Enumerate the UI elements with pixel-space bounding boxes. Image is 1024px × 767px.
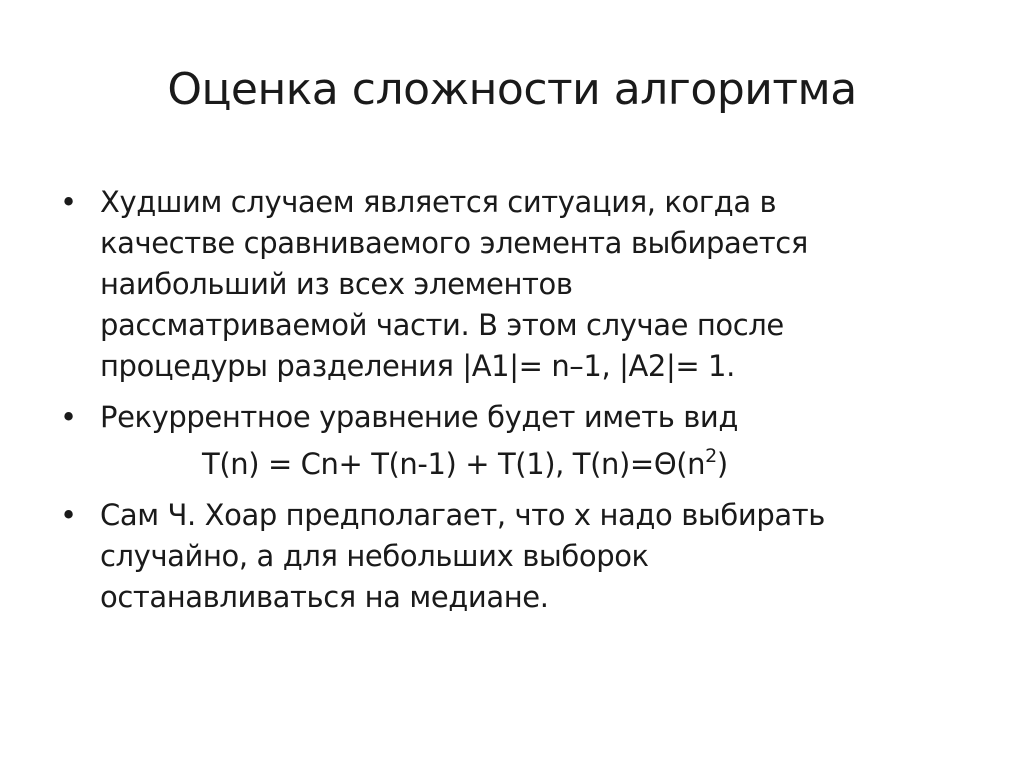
bullet-dot-icon: • [60, 185, 77, 219]
formula-tail: ) [716, 447, 728, 481]
bullet-line: Худшим случаем является ситуация, когда в [100, 185, 777, 219]
bullet-line: случайно, а для небольших выборок [100, 539, 649, 573]
bullet-dot-icon: • [60, 400, 77, 434]
bullet-line: Рекуррентное уравнение будет иметь вид [100, 400, 738, 434]
formula-text: T(n) = Cn+ T(n-1) + T(1), T(n)=Θ(n [202, 447, 706, 481]
formula [100, 444, 980, 485]
bullet-dot-icon: • [60, 498, 77, 532]
bullet-item [60, 495, 980, 618]
bullet-line: наибольший из всех элементов [100, 267, 573, 301]
bullet-item [60, 397, 980, 485]
slide-title: Оценка сложности алгоритма [167, 64, 857, 115]
bullet-line: останавливаться на медиане. [100, 580, 549, 614]
bullet-line: рассматриваемой части. В этом случае после [100, 308, 784, 342]
bullet-item [60, 182, 980, 387]
bullet-line: процедуры разделения |A1|= n–1, |A2|= 1. [100, 349, 735, 383]
slide-content [60, 182, 980, 618]
bullet-line: качестве сравниваемого элемента выбирается [100, 226, 808, 260]
bullet-line: Сам Ч. Хоар предполагает, что x надо выбирать [100, 498, 825, 532]
formula-exponent: 2 [705, 445, 717, 467]
